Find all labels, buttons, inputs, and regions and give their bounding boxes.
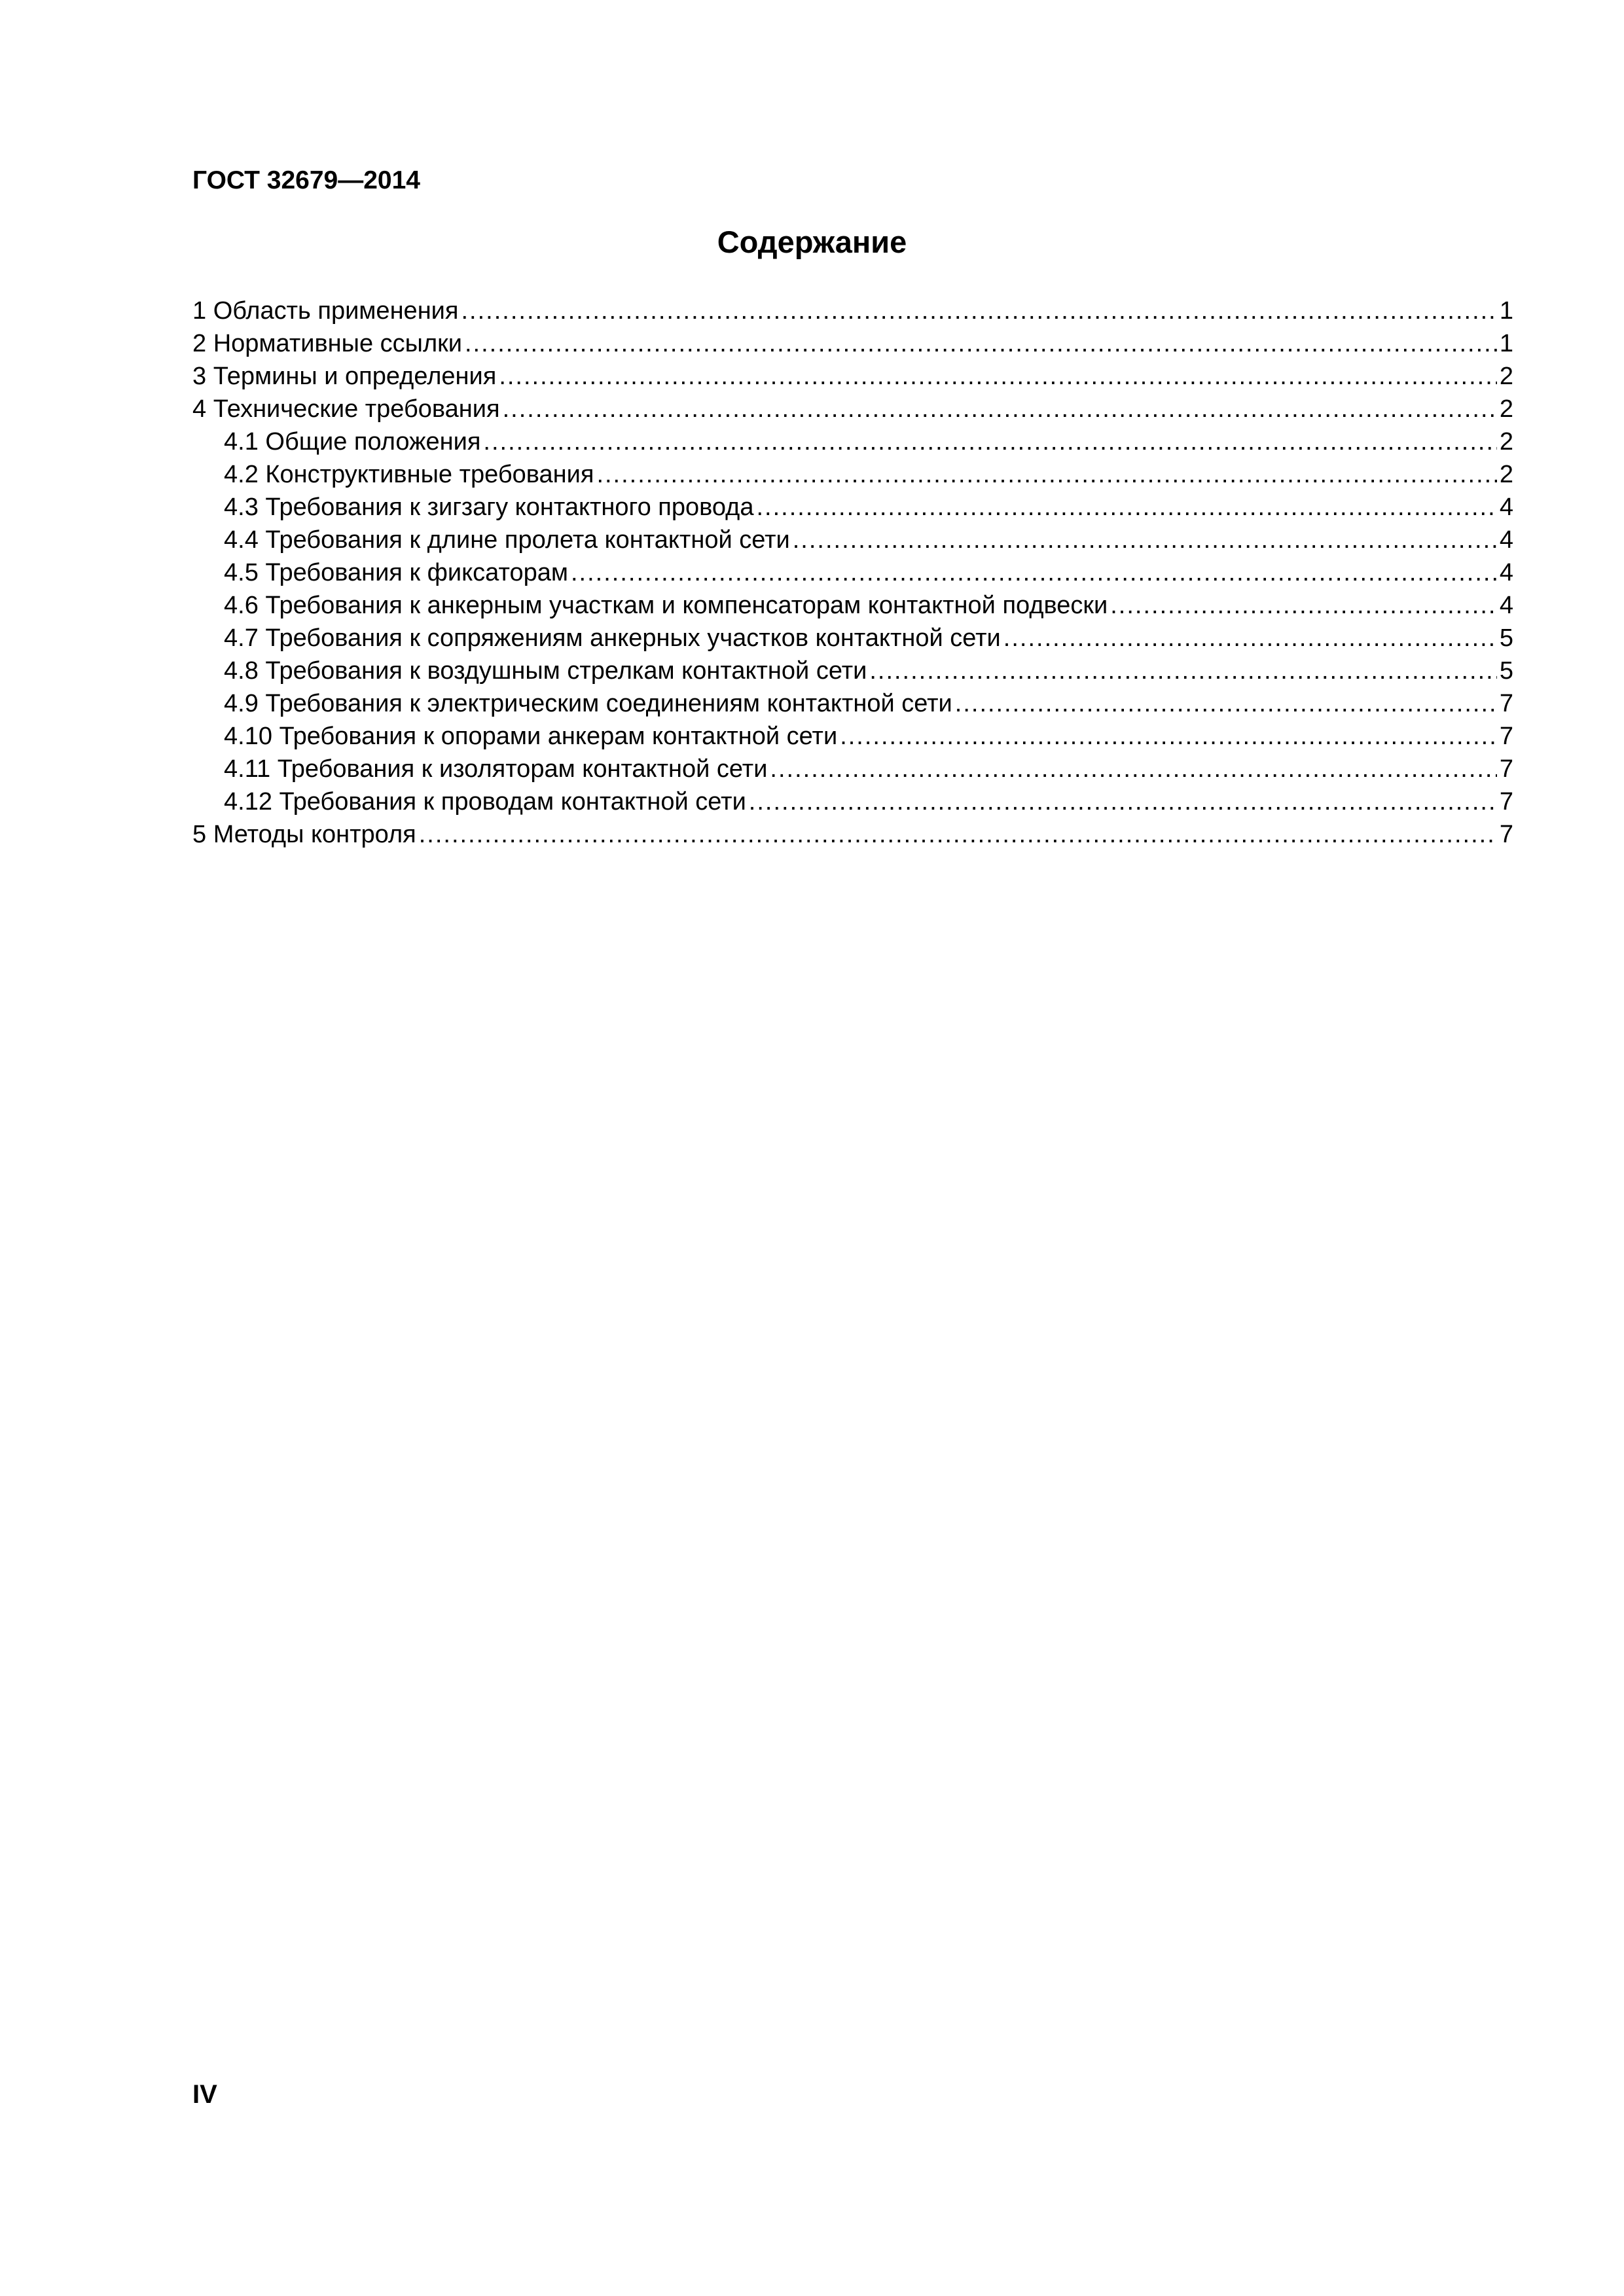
- toc-entry-label: 1 Область применения: [192, 297, 459, 325]
- toc-entry-page: 1: [1499, 297, 1513, 325]
- toc-entry-label: 4.9 Требования к электрическим соединениям контактной сети: [224, 690, 952, 717]
- toc-entry-label: 4.7 Требования к сопряжениям анкерных участков контактной сети: [224, 624, 1001, 652]
- toc-entry-page: 2: [1499, 461, 1513, 488]
- toc-subentry[interactable]: [192, 687, 1513, 720]
- toc-entry-page: 2: [1499, 428, 1513, 456]
- toc-entry-page: 2: [1499, 363, 1513, 390]
- toc-entry[interactable]: [192, 818, 1513, 851]
- toc-entry-label: 4.5 Требования к фиксаторам: [224, 559, 568, 586]
- toc-entry-page: 7: [1499, 723, 1513, 750]
- toc-entry-page: 4: [1499, 493, 1513, 521]
- toc-leader-dots: [571, 556, 1497, 589]
- toc-entry-label: 5 Методы контроля: [192, 821, 416, 848]
- toc-entry-page: 7: [1499, 821, 1513, 848]
- toc-subentry[interactable]: [192, 589, 1513, 622]
- toc-entry-label: 2 Нормативные ссылки: [192, 330, 462, 357]
- toc-entry[interactable]: [192, 295, 1513, 327]
- toc-entry-label: 4.8 Требования к воздушным стрелкам контактной сети: [224, 657, 867, 685]
- toc-subentry[interactable]: [192, 785, 1513, 818]
- toc-leader-dots: [499, 360, 1497, 393]
- toc-entry-page: 4: [1499, 526, 1513, 554]
- toc-leader-dots: [756, 491, 1496, 524]
- toc-leader-dots: [596, 458, 1496, 491]
- toc-entry-page: 5: [1499, 624, 1513, 652]
- toc-entry-page: 5: [1499, 657, 1513, 685]
- toc-entry-page: 7: [1499, 755, 1513, 783]
- toc-entry-label: 4.11 Требования к изоляторам контактной сети: [224, 755, 768, 783]
- toc-subentry[interactable]: [192, 753, 1513, 785]
- toc-leader-dots: [461, 295, 1496, 327]
- toc-entry-label: 4.2 Конструктивные требования: [224, 461, 594, 488]
- toc-entry-page: 4: [1499, 592, 1513, 619]
- toc-entry-label: 4.1 Общие положения: [224, 428, 481, 456]
- document-code: ГОСТ 32679—2014: [192, 166, 420, 194]
- toc-subentry[interactable]: [192, 556, 1513, 589]
- toc-entry-label: 4.10 Требования к опорами анкерам контактной сети: [224, 723, 838, 750]
- toc-title: Содержание: [717, 224, 907, 259]
- toc-subentry[interactable]: [192, 622, 1513, 655]
- page-number: IV: [192, 2080, 217, 2109]
- toc-leader-dots: [483, 425, 1496, 458]
- toc-leader-dots: [503, 393, 1497, 425]
- toc-leader-dots: [465, 327, 1497, 360]
- toc-leader-dots: [840, 720, 1497, 753]
- toc-entry-label: 4.6 Требования к анкерным участкам и компенсаторам контактной подвески: [224, 592, 1108, 619]
- toc-entry-page: 2: [1499, 395, 1513, 423]
- toc-entry-label: 4.3 Требования к зигзагу контактного провода: [224, 493, 754, 521]
- toc-leader-dots: [955, 687, 1497, 720]
- toc-leader-dots: [770, 753, 1496, 785]
- toc-subentry[interactable]: [192, 425, 1513, 458]
- toc-subentry[interactable]: [192, 655, 1513, 687]
- toc-entry-page: 4: [1499, 559, 1513, 586]
- toc-entry-label: 4.4 Требования к длине пролета контактной сети: [224, 526, 790, 554]
- toc-entry-page: 7: [1499, 788, 1513, 816]
- toc-leader-dots: [869, 655, 1497, 687]
- toc-entry-label: 4.12 Требования к проводам контактной сети: [224, 788, 746, 816]
- toc-subentry[interactable]: [192, 524, 1513, 556]
- toc-entry[interactable]: [192, 393, 1513, 425]
- toc-entry-label: 3 Термины и определения: [192, 363, 497, 390]
- toc-subentry[interactable]: [192, 491, 1513, 524]
- toc-entry-page: 1: [1499, 330, 1513, 357]
- table-of-contents: [192, 295, 1513, 851]
- toc-entry[interactable]: [192, 327, 1513, 360]
- toc-leader-dots: [793, 524, 1497, 556]
- toc-leader-dots: [419, 818, 1497, 851]
- toc-entry-label: 4 Технические требования: [192, 395, 500, 423]
- toc-leader-dots: [749, 785, 1497, 818]
- toc-entry-page: 7: [1499, 690, 1513, 717]
- toc-entry[interactable]: [192, 360, 1513, 393]
- toc-subentry[interactable]: [192, 458, 1513, 491]
- toc-subentry[interactable]: [192, 720, 1513, 753]
- toc-leader-dots: [1110, 589, 1497, 622]
- toc-leader-dots: [1003, 622, 1497, 655]
